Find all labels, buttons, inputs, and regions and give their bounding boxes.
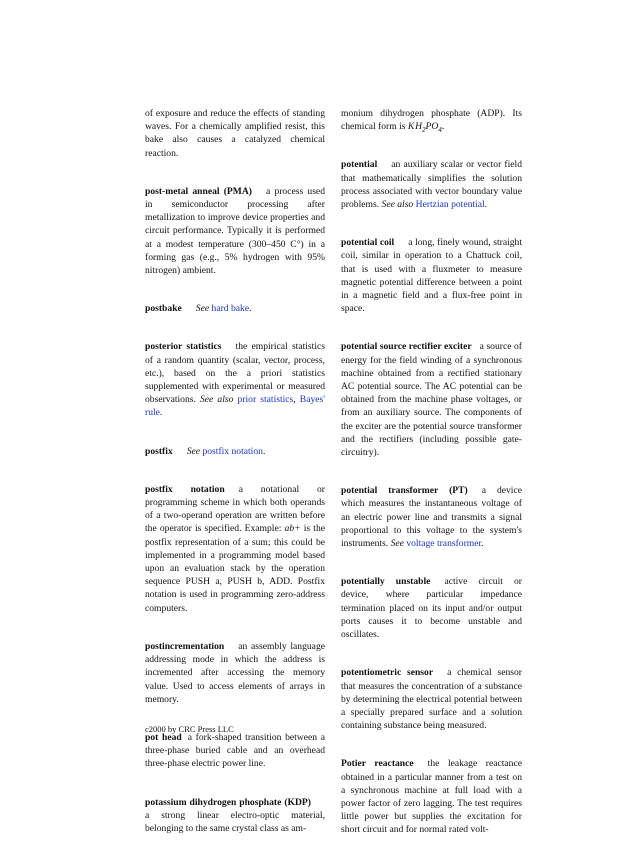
entry-pot-head: pot head a fork-shaped transition between a three-phase buried cable and an overhead three-phase electric power line. bbox=[145, 731, 325, 770]
entry-kdp: potassium dihydrogen phosphate (KDP)a strong linear electro-optic material, belonging to the same crystal class as am- bbox=[145, 796, 325, 834]
entry-post-metal-anneal: post-metal anneal (PMA) a process used in semiconductor processing after metallization to improve device properties and circuit performance. Typically it is performed at a modest temperature (300–450 C°) in a forming gas (e.g., 5% hydrogen with 95% nitrogen) ambient. bbox=[145, 185, 325, 277]
entry-term: potential transformer (PT) bbox=[341, 485, 468, 497]
link-prior-statistics[interactable]: prior statistics bbox=[237, 394, 294, 406]
entry-term: pot head bbox=[145, 731, 182, 743]
entry-term: potential coil bbox=[341, 237, 395, 249]
entry-term: potentiometric sensor bbox=[341, 667, 434, 679]
entry-term: potential source rectifier exciter bbox=[341, 341, 472, 353]
entry-term: postincrementation bbox=[145, 640, 225, 652]
entry-postincrementation: postincrementation an assembly language addressing mode in which the address is incremented after accessing the memory value. Used to access elements of arrays in memory. bbox=[145, 640, 325, 705]
link-hertzian-potential[interactable]: Hertzian potential bbox=[415, 199, 485, 211]
entry-continuation: monium dihydrogen phosphate (ADP). Its chemical form is K $H_2PO_4$. bbox=[341, 108, 522, 135]
entry-term: postfix bbox=[145, 445, 173, 457]
entry-posterior-statistics: posterior statistics the empirical statistics of a random quantity (scalar, vector, process, etc.), based on the a priori statistics supplemented with experimental or measured observations. See also prior statistics, Bayes' rule. bbox=[145, 341, 325, 419]
entry-potentially-unstable: potentially unstable active circuit or device, where particular impedance termination placed on its input and/or output ports causes it to become unstable and oscillates. bbox=[341, 576, 522, 641]
entry-term: Potier reactance bbox=[341, 758, 414, 770]
entry-potentiometric-sensor: potentiometric sensor a chemical sensor that measures the concentration of a substance by determining the electrical potential between a specially prepared surface and a solution containing substance being measured. bbox=[341, 667, 522, 732]
entry-term: potassium dihydrogen phosphate (KDP) bbox=[145, 796, 311, 808]
link-postfix-notation[interactable]: postfix notation bbox=[202, 445, 263, 457]
entry-potential: potential an auxiliary scalar or vector field that mathematically simplifies the solution process associated with vector boundary value problems. See also Hertzian potential. bbox=[341, 159, 522, 211]
entry-term: postbake bbox=[145, 303, 182, 315]
left-column bbox=[145, 107, 325, 860]
entry-postfix-notation: postfix notation a notational or programming scheme in which both operands of a two-operand operation are written before the operator is specified. Example: ab+ is the postfix representation of a sum; this could be implemented in a programming model based upon an evaluation stack by the operation sequence PUSH a, PUSH b, ADD. Postfix notation is used in programming zero-address computers. bbox=[145, 483, 325, 614]
right-column bbox=[341, 107, 522, 862]
entry-term: potential bbox=[341, 159, 378, 171]
link-bayes-rule[interactable]: Bayes' rule bbox=[145, 394, 325, 419]
entry-term: posterior statistics bbox=[145, 341, 222, 353]
link-hard-bake[interactable]: hard bake bbox=[211, 303, 250, 315]
copyright-footer: c2000 by CRC Press LLC bbox=[145, 724, 234, 734]
entry-potential-transformer: potential transformer (PT) a device which measures the instantaneous voltage of an electric power line and transmits a signal proportional to this voltage to the system's instruments. See voltage transformer. bbox=[341, 485, 522, 550]
math-expression: ab+ bbox=[284, 523, 301, 535]
entry-potier-reactance: Potier reactance the leakage reactance obtained in a particular manner from a test on a synchronous machine at full load with a power factor of zero lagging. The test requires little power but supplies the excitation for short circuit and for normal rated volt- bbox=[341, 758, 522, 836]
entry-term: postfix notation bbox=[145, 483, 225, 495]
link-voltage-transformer[interactable]: voltage transformer bbox=[406, 538, 482, 550]
entry-term: post-metal anneal (PMA) bbox=[145, 185, 252, 197]
entry-potential-source-rectifier-exciter: potential source rectifier exciter a source of energy for the field winding of a synchronous machine obtained from a rectified stationary AC potential source. The AC potential can be obtained from the machine phase voltages, or from an auxiliary source. The components of the exciter are the potential source transformer and the rectifiers (including possible gate-circuitry). bbox=[341, 341, 522, 459]
entry-continuation: of exposure and reduce the effects of standing waves. For a chemically amplified resist, this bake also causes a catalyzed chemical reaction. bbox=[145, 108, 325, 159]
entry-postfix: postfix See postfix notation. bbox=[145, 445, 266, 457]
chemical-formula: K $H_2PO_4$ bbox=[407, 121, 442, 135]
entry-postbake: postbake See hard bake. bbox=[145, 303, 252, 315]
entry-potential-coil: potential coil a long, finely wound, straight coil, similar in operation to a Chattuck coil, that is used with a fluxmeter to measure magnetic potential difference between a point in a magnetic field and a flux-free point in space. bbox=[341, 237, 522, 315]
entry-term: potentially unstable bbox=[341, 576, 431, 588]
